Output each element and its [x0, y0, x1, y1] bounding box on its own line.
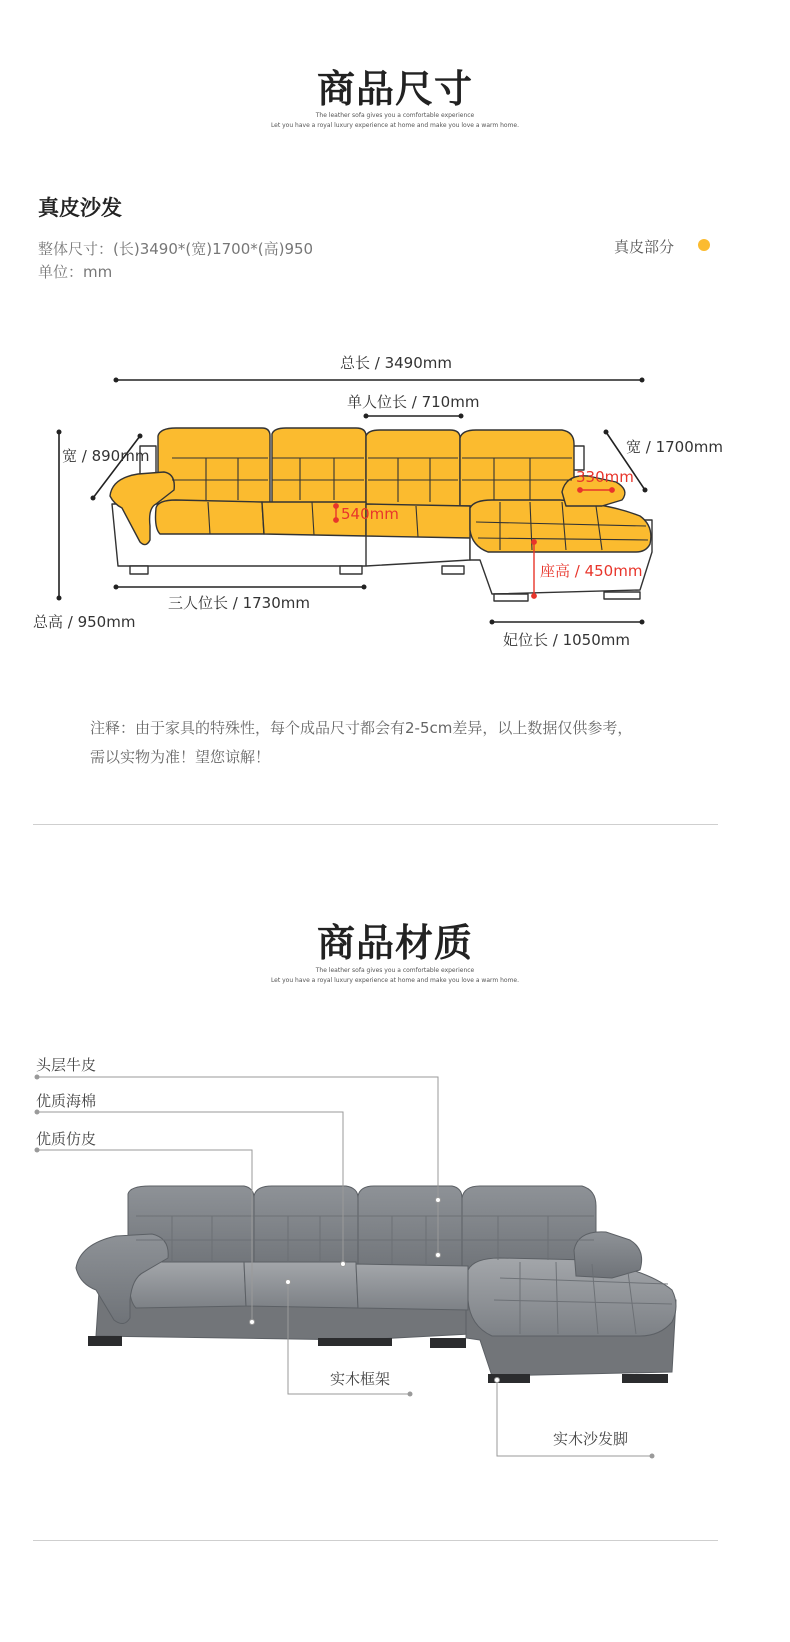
material-diagram	[0, 1000, 790, 1560]
dim-seat-depth: 540mm	[341, 505, 399, 523]
material-frame-label: 实木框架	[330, 1370, 391, 1388]
dim-three-seat: 三人位长 / 1730mm	[168, 594, 310, 612]
note-line-2: 需以实物为准！望您谅解！	[90, 748, 271, 766]
dim-width-left: 宽 / 890mm	[62, 447, 150, 465]
material-sponge-label: 优质海棉	[36, 1092, 97, 1110]
note-line-1: 注释：由于家具的特殊性，每个成品尺寸都会有2-5cm差异，以上数据仅供参考，	[90, 719, 633, 737]
dim-chaise-length: 妃位长 / 1050mm	[503, 631, 630, 649]
material-leather-label: 头层牛皮	[36, 1056, 97, 1074]
unit-label: 单位：mm	[38, 263, 113, 281]
material-tagline-2: Let you have a royal luxury experience at home and make you love a warm home.	[270, 977, 520, 984]
legend-label: 真皮部分	[614, 238, 675, 256]
size-diagram	[0, 0, 790, 700]
dim-seat-height: 座高 / 450mm	[540, 562, 643, 580]
product-name: 真皮沙发	[38, 196, 122, 220]
dim-single-seat: 单人位长 / 710mm	[347, 393, 480, 411]
size-section-title: 商品尺寸	[316, 67, 473, 111]
dim-armrest: 330mm	[576, 468, 634, 486]
material-section-title: 商品材质	[316, 921, 473, 965]
material-faux-label: 优质仿皮	[36, 1130, 97, 1148]
section-divider-1	[33, 824, 718, 825]
dim-total-length: 总长 / 3490mm	[340, 354, 452, 372]
material-tagline-1: The leather sofa gives you a comfortable experience	[315, 967, 475, 974]
material-feet-label: 实木沙发脚	[553, 1430, 629, 1448]
size-tagline-2: Let you have a royal luxury experience at home and make you love a warm home.	[270, 122, 520, 129]
dim-width-right: 宽 / 1700mm	[626, 438, 723, 456]
section-divider-2	[33, 1540, 718, 1541]
size-tagline-1: The leather sofa gives you a comfortable experience	[315, 112, 475, 119]
overall-size: 整体尺寸：(长)3490*(宽)1700*(高)950	[38, 240, 314, 258]
dim-total-height: 总高 / 950mm	[33, 613, 136, 631]
